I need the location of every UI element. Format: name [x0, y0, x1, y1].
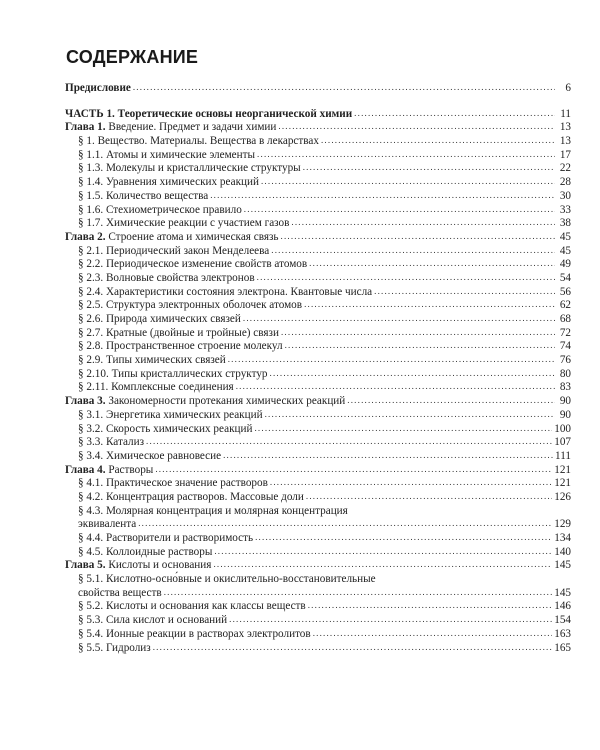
- toc-section: [65, 573, 571, 587]
- toc-section: [65, 450, 571, 464]
- toc-section: [65, 176, 571, 190]
- toc-page: 13: [559, 121, 571, 134]
- toc-label: Глава 4. Растворы: [65, 463, 154, 476]
- toc-chapter: [65, 231, 571, 245]
- leader-dots: [243, 313, 555, 323]
- leader-dots: [291, 217, 555, 227]
- toc-section: [65, 162, 571, 176]
- toc-page: 154: [554, 614, 571, 627]
- toc-section: [65, 532, 571, 546]
- leader-dots: [210, 190, 555, 200]
- leader-dots: [308, 600, 553, 610]
- toc-page: 134: [554, 532, 571, 544]
- toc-label: § 1.3. Молекулы и кристаллические структуры: [78, 162, 301, 175]
- toc-page: 145: [554, 559, 571, 572]
- toc-section: [65, 272, 571, 286]
- toc-page: 121: [554, 463, 571, 476]
- toc-page: 140: [554, 545, 571, 558]
- toc-label: § 4.1. Практическое значение растворов: [78, 477, 268, 490]
- toc-label: § 1.1. Атомы и химические элементы: [78, 148, 256, 161]
- toc-entries: [65, 121, 571, 655]
- toc-page: 74: [559, 340, 571, 353]
- toc-section: [65, 436, 571, 450]
- toc-section: [65, 217, 571, 231]
- toc-label: свойства веществ: [78, 586, 162, 599]
- toc-section: [65, 491, 571, 505]
- toc-label: § 3.1. Энергетика химических реакций: [78, 408, 263, 421]
- toc-section: [65, 628, 571, 642]
- leader-dots: [271, 245, 555, 255]
- toc-section: [65, 642, 571, 656]
- leader-dots: [303, 162, 555, 172]
- toc-page: 62: [559, 299, 571, 312]
- toc-label: § 1.6. Стехиометрическое правило: [78, 203, 242, 216]
- leader-dots: [146, 436, 552, 446]
- leader-dots: [261, 176, 555, 186]
- toc-section: [65, 299, 571, 313]
- leader-dots: [244, 204, 555, 214]
- leader-dots: [265, 409, 555, 419]
- toc-section: [65, 423, 571, 437]
- toc-section: [65, 135, 571, 149]
- toc-label: § 2.8. Пространственное строение молекул: [78, 340, 283, 353]
- toc-section: [65, 245, 571, 259]
- leader-dots: [254, 423, 552, 433]
- toc-chapter: [65, 121, 571, 135]
- toc-page: 56: [559, 285, 571, 298]
- leader-dots: [257, 272, 555, 282]
- toc-label: § 2.1. Периодический закон Менделеева: [78, 244, 270, 257]
- toc-label: § 1.5. Количество вещества: [78, 189, 209, 202]
- toc-page: 83: [559, 381, 571, 394]
- leader-dots: [228, 354, 555, 364]
- toc-page: 165: [554, 641, 571, 654]
- leader-dots: [278, 121, 555, 131]
- toc-page: 90: [559, 408, 571, 421]
- toc-part: [65, 108, 571, 122]
- toc-label: § 5.1. Кислотно-осно́вные и окислительно-восстановительные: [78, 573, 376, 586]
- toc-section: [65, 340, 571, 354]
- toc-page: 6: [565, 82, 571, 94]
- leader-dots: [321, 135, 555, 145]
- toc-label: § 2.10. Типы кристаллических структур: [78, 367, 268, 380]
- toc-section: [65, 546, 571, 560]
- toc-label: Глава 5. Кислоты и основания: [65, 559, 212, 572]
- toc-section: [65, 258, 571, 272]
- toc-page: 80: [559, 367, 571, 380]
- toc-label: § 5.4. Ионные реакции в растворах электролитов: [78, 627, 311, 640]
- toc-continuation: [65, 518, 571, 532]
- toc-page: 129: [554, 518, 571, 531]
- toc-page: 126: [554, 490, 571, 503]
- leader-dots: [229, 614, 552, 624]
- leader-dots: [281, 231, 556, 241]
- toc-label: § 4.5. Коллоидные растворы: [78, 545, 213, 558]
- toc-page: 11: [560, 107, 571, 120]
- leader-dots: [255, 532, 552, 542]
- toc-page: 107: [554, 436, 571, 449]
- toc-label: § 2.11. Комплексные соединения: [78, 381, 234, 394]
- toc-label: § 5.2. Кислоты и основания как классы веществ: [78, 600, 306, 613]
- leader-dots: [155, 464, 552, 474]
- toc-label: § 2.6. Природа химических связей: [78, 313, 241, 325]
- toc-label: § 2.7. Кратные (двойные и тройные) связи: [78, 326, 279, 339]
- toc-page: 33: [559, 203, 571, 216]
- toc-page: 90: [559, 395, 571, 408]
- toc-section: [65, 354, 571, 368]
- leader-dots: [236, 381, 555, 391]
- toc-label: Глава 2. Строение атома и химическая связь: [65, 230, 279, 243]
- leader-dots: [374, 286, 555, 296]
- toc-page: 13: [559, 135, 571, 148]
- toc-label: Глава 3. Закономерности протекания химических реакций: [65, 395, 346, 408]
- toc-label: § 1.4. Уравнения химических реакций: [78, 176, 259, 189]
- toc-page: 145: [554, 586, 571, 599]
- leader-dots: [281, 327, 555, 337]
- toc-page: 49: [559, 258, 571, 271]
- toc-label: § 2.4. Характеристики состояния электрона. Квантовые числа: [78, 285, 373, 298]
- toc-label: § 4.3. Молярная концентрация и молярная концентрация: [78, 504, 348, 517]
- toc-page: 30: [559, 189, 571, 202]
- toc-page: 72: [559, 326, 571, 339]
- toc-label: эквивалента: [78, 518, 137, 531]
- toc-label: § 3.2. Скорость химических реакций: [78, 422, 253, 435]
- toc-page: 45: [559, 244, 571, 257]
- toc-section: [65, 368, 571, 382]
- toc-page: 146: [554, 600, 571, 613]
- toc-section: [65, 190, 571, 204]
- toc-label: § 3.3. Катализ: [78, 436, 145, 449]
- leader-dots: [153, 642, 553, 652]
- toc-page: 100: [554, 422, 571, 435]
- leader-dots: [213, 559, 552, 569]
- leader-dots: [223, 450, 553, 460]
- toc-page: 54: [559, 271, 571, 284]
- toc-label: Предисловие: [65, 82, 131, 94]
- leader-dots: [285, 340, 555, 350]
- leader-dots: [164, 587, 553, 597]
- toc-page: 38: [559, 217, 571, 230]
- leader-dots: [306, 491, 552, 501]
- toc-label: § 2.3. Волновые свойства электронов: [78, 271, 255, 284]
- toc-page: 121: [554, 477, 571, 490]
- toc-section: [65, 381, 571, 395]
- toc-label: § 4.2. Концентрация растворов. Массовые доли: [78, 490, 304, 503]
- toc-label: § 2.9. Типы химических связей: [78, 354, 226, 367]
- toc-label: § 4.4. Растворители и растворимость: [78, 532, 254, 544]
- toc-section: [65, 614, 571, 628]
- toc-label: ЧАСТЬ 1. Теоретические основы неорганической химии: [65, 107, 353, 120]
- toc-section: [65, 327, 571, 341]
- toc-page: 68: [559, 313, 571, 325]
- leader-dots: [309, 258, 555, 268]
- toc-label: § 1.7. Химические реакции с участием газов: [78, 217, 290, 230]
- leader-dots: [313, 628, 553, 638]
- toc-chapter: [65, 559, 571, 573]
- toc-page: 28: [559, 176, 571, 189]
- toc-label: § 3.4. Химическое равновесие: [78, 449, 222, 462]
- toc-section: [65, 204, 571, 218]
- toc-page: 163: [554, 627, 571, 640]
- toc-label: § 5.5. Гидролиз: [78, 641, 151, 654]
- leader-dots: [304, 299, 555, 309]
- leader-dots: [354, 108, 555, 118]
- leader-dots: [138, 518, 552, 528]
- toc-preface: [65, 82, 571, 96]
- toc-continuation: [65, 587, 571, 601]
- toc-page: 111: [555, 449, 571, 462]
- leader-dots: [347, 395, 555, 405]
- toc-page: 17: [559, 148, 571, 161]
- toc-label: § 5.3. Сила кислот и оснований: [78, 614, 228, 627]
- toc-label: § 1. Вещество. Материалы. Вещества в лекарствах: [78, 135, 319, 148]
- toc-page: 22: [559, 162, 571, 175]
- toc-section: [65, 149, 571, 163]
- toc-section: [65, 477, 571, 491]
- leader-dots: [257, 149, 555, 159]
- leader-dots: [270, 477, 552, 487]
- leader-dots: [133, 82, 555, 92]
- leader-dots: [270, 368, 555, 378]
- toc-page: 45: [559, 230, 571, 243]
- toc-section: [65, 286, 571, 300]
- toc-label: § 2.5. Структура электронных оболочек атомов: [78, 299, 303, 312]
- table-of-contents: [65, 82, 571, 655]
- toc-chapter: [65, 395, 571, 409]
- toc-page: 76: [559, 354, 571, 367]
- toc-chapter: [65, 464, 571, 478]
- leader-dots: [214, 546, 552, 556]
- toc-label: § 2.2. Периодическое изменение свойств атомов: [78, 258, 308, 271]
- toc-section: [65, 600, 571, 614]
- toc-section: [65, 313, 571, 327]
- toc-label: Глава 1. Введение. Предмет и задачи химии: [65, 121, 277, 134]
- page-title: СОДЕРЖАНИЕ: [66, 47, 199, 67]
- toc-section: [65, 409, 571, 423]
- toc-section: [65, 505, 571, 519]
